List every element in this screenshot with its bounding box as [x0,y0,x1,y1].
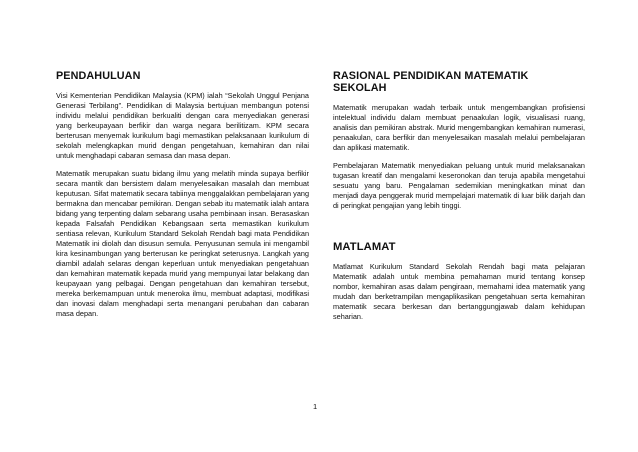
paragraph: Visi Kementerian Pendidikan Malaysia (KPM) ialah “Sekolah Unggul Penjana Generasi Terbilang”. Pendidikan di Malaysia bertujuan membangun potensi individu melalui pendidikan berkualiti dengan cara menyediakan generasi yang berkeupayaan berfikir dan warga negara berilitizam. KPM secara berterusan menyemak kurikulum bagi memastikan pelaksanaan kurikulum di sekolah melengkapkan murid dengan pengetahuan, kemahiran dan nilai untuk menghadapi cabaran semasa dan masa depan. [56,91,309,160]
section-heading-matlamat: MATLAMAT [333,241,396,253]
paragraph: Pembelajaran Matematik menyediakan peluang untuk murid melaksanakan tugasan kreatif dan mengalami keseronokan dan teruja apabila mengetahui sesuatu yang baru. Pengalaman sedemikian meningkatkan minat dan menjadi daya penggerak murid mempelajari matematik di luar bilik darjah dan di peringkat pengajian yang lebih tinggi. [333,161,585,210]
page-number: 1 [313,402,318,411]
left-column [56,70,309,327]
section-heading-rasional: RASIONAL PENDIDIKAN MATEMATIK SEKOLAH [333,70,529,94]
paragraph: Matlamat Kurikulum Standard Sekolah Rendah bagi mata pelajaran Matematik adalah untuk membina pemahaman murid tentang konsep nombor, kemahiran asas dalam pengiraan, memahami idea matematik yang mudah dan berketrampilan mengaplikasikan pengetahuan serta kemahiran matematik secara berkesan dan bertanggungjawab dalam kehidupan seharian. [333,262,585,321]
section-heading-pendahuluan: PENDAHULUAN [56,70,141,82]
paragraph: Matematik merupakan suatu bidang ilmu yang melatih minda supaya berfikir secara mantik dan bersistem dalam menyelesaikan masalah dan membuat keputusan. Sifat matematik secara tabiinya menggalakkan pembelajaran yang bermakna dan mencabar pemikiran. Dengan sebab itu matematik ialah antara bidang yang terpenting dalam sebarang usaha pembinaan insan. Berasaskan kepada Falsafah Pendidikan Kebangsaan serta memastikan kurikulum sentiasa relevan, Kurikulum Standard Sekolah Rendah bagi mata Pendidikan Matematik ini diolah dan disusun semula. Penyusunan semula ini mengambil kira kesinambungan yang berterusan ke peringkat seterusnya. Langkah yang diambil adalah selaras dengan keperluan untuk menyediakan pengetahuan dan kemahiran matematik kepada murid yang mempunyai latar belakang dan keupayaan yang pelbagai. Dengan pengetahuan dan kemahiran tersebut, mereka berkemampuan untuk meneroka ilmu, membuat adaptasi, modifikasi dan inovasi dalam menghadapi serta menangani perubahan dan cabaran masa depan. [56,169,309,318]
right-column [333,70,585,330]
paragraph: Matematik merupakan wadah terbaik untuk mengembangkan profisiensi intelektual individu dalam membuat penaakulan logik, visualisasi ruang, analisis dan pemikiran abstrak. Murid mengembangkan kemahiran numerasi, penaakulan, cara berfikir dan menyelesaikan masalah melalui pembelajaran dan aplikasi matematik. [333,103,585,152]
